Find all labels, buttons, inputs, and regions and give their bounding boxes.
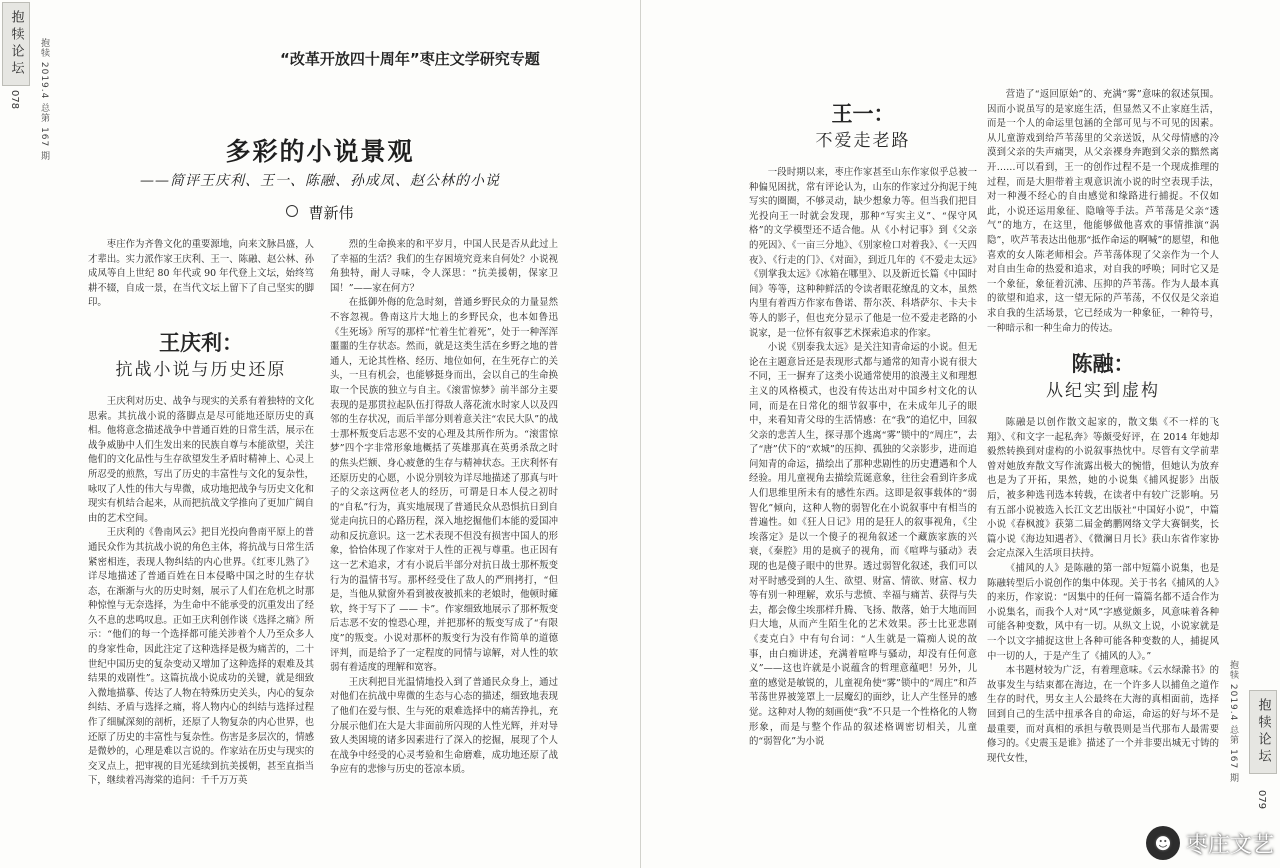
body-paragraph: 《捕风的人》是陈融的第一部中短篇小说集，也是陈融转型后小说创作的集中体现。关于书名《捕风的人》的来历，作家说：“因集中的任何一篇篇名都不适合作为小说集名，而我个人对“风”字感觉颇多，风意味着各种可能各种变数，风中有一切。从纵文上说，小说家就是一个以文字捕捉这世上各种可能各种变数的人，捕捉风中一切的人，于是产生了《捕风的人》。” xyxy=(987,563,1219,662)
right-column-2 xyxy=(987,88,1219,794)
special-topic-banner: “改革开放四十周年”枣庄文学研究专题 xyxy=(280,50,540,68)
right-column-1 xyxy=(749,100,977,852)
intro-paragraph: 枣庄作为齐鲁文化的重要源地，向来文脉昌盛，人才辈出。实力派作家王庆利、王一、陈融、赵公林、孙成凤等自上世纪 80 年代或 90 年代登上文坛，始终笃耕不辍，自成一景，在当代文坛上留下了自己坚实的脚印。 xyxy=(88,239,314,309)
running-head: 抱犊 2019.4 总第 167 期 xyxy=(1228,660,1238,784)
wechat-account-icon: ☻ xyxy=(1146,826,1180,860)
section-heading-wang-qingli: 抗战小说与历史还原 xyxy=(115,359,287,380)
section-heading-chen-rong: 从纪实到虚构 xyxy=(1046,381,1160,402)
section-name-wang-yi: 王一： xyxy=(831,102,895,126)
watermark-text: 枣庄文艺 xyxy=(1185,832,1274,858)
article-subtitle: ——简评王庆利、王一、陈融、孙成凤、赵公林的小说 xyxy=(140,173,500,189)
body-paragraph: 陈融是以创作散文起家的，散文集《不一样的飞翔》、《和文字一起私奔》等颇受好评，在 2014 年她却毅然转换到对虚构的小说叙事热忱中。尽管有文学前辈曾对她放弃散文写作流露出极大的惋惜，但她认为放弃也是为了开拓，果然，她的小说集《捕风捉影》出版后，被多种选刊选本转载，在读者中有较广泛影响。另有五部小说被选入长江文艺出版社“中国好小说”，中篇小说《春枫渡》获第二届金鹤鹏网络文学大赛铜奖，长篇小说《海边知遇者》、《微澜日月长》获山东省作家协会定点深入生活项目扶持。 xyxy=(987,417,1219,560)
body-paragraph: 一段时期以来，枣庄作家甚至山东作家似乎总被一种偏见困扰，常有评论认为，山东的作家过分拘泥于纯写实的圈圈，不够灵动，缺少想象力等。但当我们把目光投向王一时就会发现，那种“写实主义”、“保守风格”的文学模型还不适合他。从《小村记事》到《父亲的死因》、《一亩三分地》、《别家检口对着我》、《一天四夜》、《行走的门》、《对面》，到近几年的《不爱走太远》《别掌我太远》《冰箱在哪里》、以及新近长篇《中国时间》等等，这种种鲜活的令读者眼花缭乱的文本，虽然内里有着西方作家布鲁诺、帮尔茨、科塔萨尔、卡夫卡等人的影子，但也充分显示了他是一位不爱走老路的小说家，是一位怀有叙事艺术探索追求的作家。 xyxy=(749,167,977,339)
section-name-chen-rong: 陈融： xyxy=(1071,352,1135,377)
author-ring-icon xyxy=(286,205,298,217)
watermark xyxy=(1146,826,1274,860)
body-paragraph: 王庆利的《鲁南风云》把目光投向鲁南平原上的普通民众作为其抗战小说的角色主体，将抗战与日常生活紧密相连，表现人物纠结的内心世界。《红枣儿熟了》详尽地描述了普通百姓在日本侵略中国之时的生存状态，在渐渐与火的历史时刻，展示了人们在危机之时那种惊惶与无奈选择，为生命中不能承受的沉重发出了经久不息的悲鸣叹息。正如王庆利创作谈《选择之痛》所示：“他们的每一个选择都可能关涉着个人乃至众多人的身家性命，因此注定了这种选择是极为痛苦的，二十世纪中国历史的复杂变动又增加了这种选择的艰难及其结果的戏剧性”。这篇抗战小说成功的关键，就是细致入微地描摹、传达了人物在特殊历史关头，内心的复杂纠结、矛盾与选择之痛，将人物内心的纠结与选择过程作了细腻深刻的剖析，还原了人物复杂的内心世界，也还原了历史的丰富性与复杂性。伤害是多层次的，情感是微妙的，心理是难以言说的。作家站在历史与现实的交叉点上，把审视的目光延续到抗美援朝，甚至直指当下，继续着冯海棠的追问：千千万万英 xyxy=(88,527,314,787)
article-author xyxy=(0,202,640,223)
body-paragraph: 小说《别泰我太远》是关注知青命运的小说。但无论在主题意旨还是表现形式都与通常的知青小说有很大不同，王一摒弃了这类小说通常使用的浪漫主义和理想主义的风格模式，也没有传达出对中国乡村文化的认同，而是在日常化的细节叙事中，在未成年儿子的眼中，来看知青父母的生活情感：在“我”的追忆中，回叙父亲的悲苦人生，探寻那个逃离“雾”锁中的“周庄”，去了“唐”伏下的“欢城”的压抑、孤独的父亲影步，进而追问知青的命运，描绘出了那种悲剧性的历史遭遇和个人经验。用儿童视角去描绘荒诞意象，往往会看到许多成人们思维里所未有的感性东西。这即是叙事载体的“弱智化”倾向，这种人物的弱智化在小说叙事中有相当的普遍性。如《狂人日记》用的是狂人的叙事视角，《尘埃落定》是以一个傻子的视角叙述一个藏族家族的兴衰，《秦腔》用的是疯子的视角，而《喧哗与骚动》表现的也是傻子眼中的世界。透过弱智化叙述，我们可以对平时感受到的人生、欲望、财富、情欲、财富、权力等有别一种理解，欢乐与悲愤、幸福与痛苦、获得与失去，都会像尘埃那样升腾、飞扬、散落，始于大地而回归大地，从而产生陌生化的艺术效果。莎士比亚悲剧《麦克白》中有句台词：“人生就是一篇痴人说的故事，由白痴讲述，充满着喧哗与骚动，却没有任何意义”——这也许就是小说蕴含的哲理意蕴吧！另外，儿童的感觉是敏锐的，儿童视角使“雾”锁中的“周庄”和芦苇荡世界被笼罩上一层魔幻的面纱，让人产生怪异的感觉。这种对人物的刻画使“我”不只是一个性格化的人物形象，而是与整个作品的叙述格调密切相关，儿童的“弱智化”为小说 xyxy=(749,342,977,748)
page-number: 079 xyxy=(1256,790,1267,810)
page-tab: 抱犊论坛 xyxy=(1249,690,1277,774)
body-paragraph: 烈的生命换来的和平岁月，中国人民是否从此过上了幸福的生活？我们的生存困境究竟来自何处？小说视角独特，耐人寻味，令人深思：“抗美援朝，保家卫国！”——家在何方？ xyxy=(330,239,558,294)
body-paragraph: 营造了“返回原始”的、充满“雾”意味的叙述氛围。因而小说虽写的是家庭生活，但显然又不止家庭生活，而是一个人的命运里包涵的全部可见与不可见的因素。从儿童游戏到给芦苇荡里的父亲送饭，从父母情感的冷漠到父亲的失声痛哭，从父亲裸身奔跑到父亲的黯然离开……可以看到，王一的创作过程不是一个现成推理的过程，而是大胆带着主观意识流小说的时空表现手法，对一种漫不经心的自由感觉和缘路进行捕捉。不仅如此，小说还运用象征、隐喻等手法。芦苇荡是父亲“透气”的地方，在这里，他能够做他喜欢的事情推演“涡隐”，吹芦苇表达出他那“抵作命运的啊喊”的愿望，和他喜欢的女人陈老师相会。芦苇荡体现了父亲作为一个人对自由生命的热爱和追求，对自我的呼唤；同时它又是一个象征，象征着沉沸、压抑的芦苇荡。作为人最本真的欲望和追求，这一望无际的芦苇荡，不仅仅是父亲追求自我的生活场景，它已经成为一种象征，一种符号，一种暗示和一种生命力的传达。 xyxy=(987,89,1219,334)
right-page xyxy=(641,0,1280,868)
article-title: 多彩的小说景观 xyxy=(225,137,415,166)
body-paragraph: 在抵御外侮的危急时刻，普通乡野民众的力量显然不容忽视。鲁南这片大地上的乡野民众，也本如鲁迅《生死场》所写的那样“忙着生忙着死”，处于一种浑浑噩噩的生存状态。然而，就是这类生活在乡野之地的普通人，无论其性格、经历、地位如何，在生死存亡的关头，一旦有机会，也能够挺身而出，会以自己的生命换取一个民族的独立与自主。《滚雷惊梦》前半部分主要表现的是那贯拉起队伍打得敌人落花流水时家人以及四邻的生存状况，而后半部分则着意关注“农民大队”的战士那杯叛变后志恶不安的心理及其所作所为。“滚雷惊梦”四个字非常形象地概括了英雄那真在英勇杀敌之时的焦头烂额、身心疲惫的生存与精神状态。王庆利怀有还原历史的心愿，小说分别较为详尽地描述了那真与叶子的父亲这两位老人的经历，可谓是日本人侵之初时的“自私”行为，真实地展现了普通民众从恐惧抗日到自觉走向抗日的心路历程，深入地挖掘他们本能的爱国冲动和反抗意识。这一艺术表现不但没有损害中国人的形象，恰恰体现了作家对于人性的正视与尊重。也正因有这一艺术追求，才有小说后半部分对抗日战士那杯叛变行为的温情书写。那杯经受住了敌人的严刑拷打，“但是，当他从狱窗外看到被夜被抓来的老娘时，他顿时瘫软，终于写下了 —— 卡”。作家细致地展示了那杯叛变后志恶不安的惶恐心理，并把那杯的叛变写成了“有限度”的叛变。小说对那杯的叛变行为没有作简单的道德评判，而是给予了一定程度的同情与谅解，对人性的软弱有着适度的理解和宽容。 xyxy=(330,297,558,674)
running-head: 抱犊 2019.4 总第 167 期 xyxy=(39,38,49,162)
page-tab: 抱犊论坛 xyxy=(2,2,30,86)
body-paragraph: 王庆利把目光温情地投入到了普通民众身上，通过对他们在抗战中卑微的生态与心态的描述，细致地表现了他们在爱与恨、生与死的艰难选择中的痛苦挣扎，充分展示他们在大是大非面前所闪现的人性光辉，并对导致人类困境的诸多因素进行了深入的挖掘，展现了个人在战争中经受的心灵考验和生命磨难，成功地还原了战争应有的悲惨与历史的苍凉本质。 xyxy=(330,676,558,776)
left-column-2 xyxy=(330,238,558,848)
body-paragraph: 王庆利对历史、战争与现实的关系有着独特的文化思索。其抗战小说的落脚点是尽可能地还原历史的真相。他将意念描述战争中普通百姓的日常生活，展示在战争威胁中人们生发出来的民族自尊与本能欲望，关注他们的文化品性与生存欲望发生矛盾时精神上、心灵上所忍受的煎熬，写出了历史的丰富性与文化的复杂性，咏叹了人性的伟大与卑微，成功地把战争与历史文化和现实有机结合起来，从而把抗战文学推向了更加广阔自由的艺术空间。 xyxy=(88,395,314,524)
body-paragraph: 本书题材较为广泛，有着理意味。《云水绿滁书》的故事发生与结束都在海边，在一个许多人以捕鱼之道作生存的时代，男女主人公最终在大海的真相面前，选择回到自己的生活中扭承各自的命运，命运的好与坏不是最重要，而对真相的承担与敬畏则是当代那布人最需要修习的。《史震玉是谁》描述了一个并非要出城无寸铸的现代女性， xyxy=(987,665,1219,764)
page-number: 078 xyxy=(9,90,20,110)
section-heading-wang-yi: 不爱走老路 xyxy=(815,131,911,151)
section-name-wang-qingli: 王庆利： xyxy=(159,330,243,355)
left-column-1 xyxy=(88,238,314,848)
author-name: 曹新伟 xyxy=(308,204,354,222)
